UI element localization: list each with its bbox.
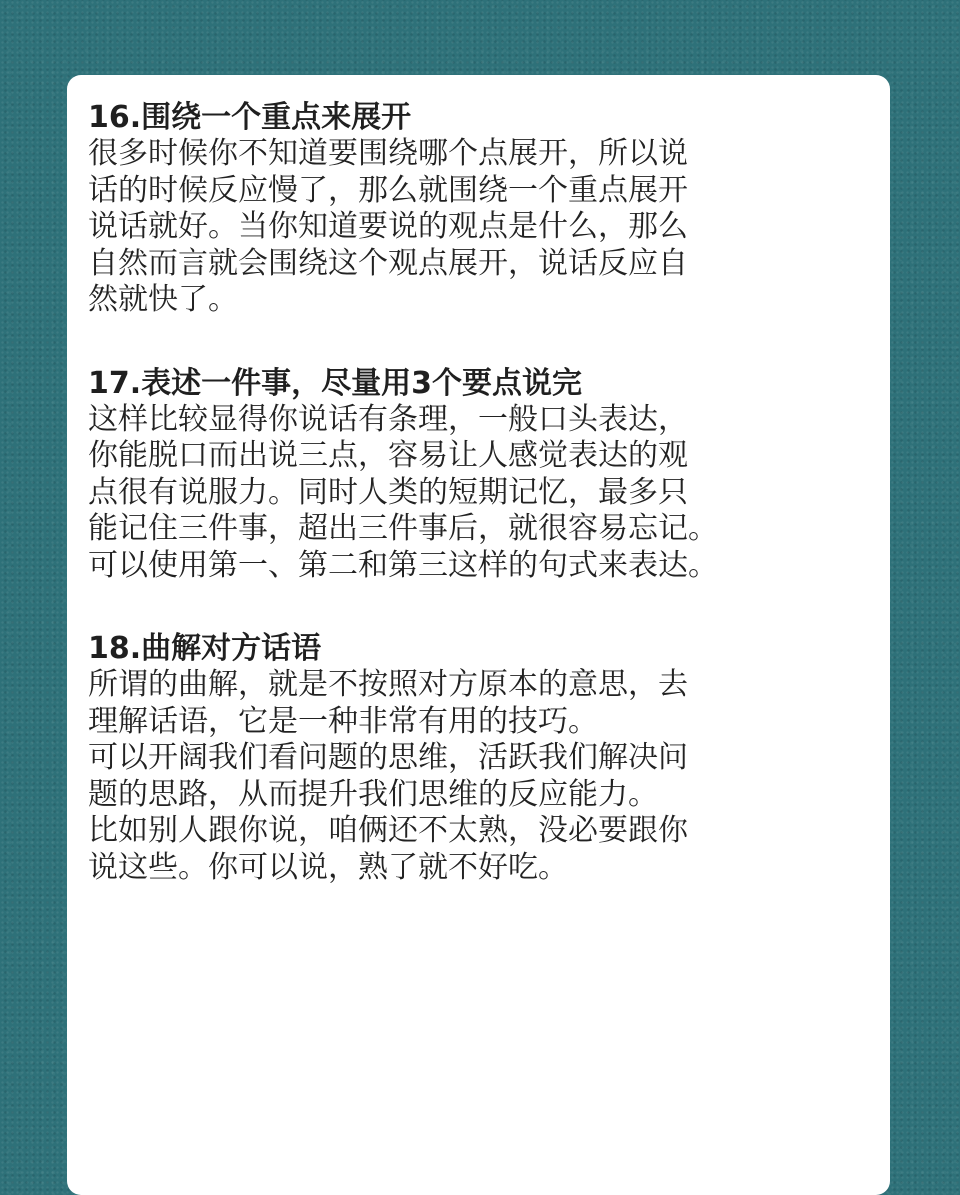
paragraph-line: 所谓的曲解，就是不按照对方原本的意思，去 <box>88 667 688 702</box>
section-heading: 16.围绕一个重点来展开 <box>88 100 412 135</box>
section-heading: 17.表述一件事，尽量用3个要点说完 <box>88 365 583 401</box>
section-paragraph <box>88 402 788 585</box>
section-paragraph <box>88 136 788 319</box>
section-heading: 18.曲解对方话语 <box>88 631 322 666</box>
paragraph-line: 你能脱口而出说三点，容易让人感觉表达的观 <box>88 438 688 473</box>
paragraph-line: 能记住三件事，超出三件事后，就很容易忘记。 <box>88 511 718 546</box>
section-paragraph <box>88 667 788 886</box>
paragraph-line: 理解话语，它是一种非常有用的技巧。 <box>88 703 598 739</box>
paragraph-line: 这样比较显得你说话有条理，一般口头表达， <box>88 401 688 437</box>
paragraph-line: 可以开阔我们看问题的思维，活跃我们解决问 <box>88 740 688 775</box>
paragraph-line: 点很有说服力。同时人类的短期记忆，最多只 <box>88 474 688 510</box>
paragraph-line: 然就快了。 <box>88 282 238 317</box>
paragraph-line: 很多时候你不知道要围绕哪个点展开，所以说 <box>88 136 688 171</box>
article-content <box>88 100 788 933</box>
paragraph-line: 比如别人跟你说，咱俩还不太熟，没必要跟你 <box>88 813 688 848</box>
paragraph-line: 说话就好。当你知道要说的观点是什么，那么 <box>88 209 688 244</box>
paragraph-line: 自然而言就会围绕这个观点展开，说话反应自 <box>88 245 688 281</box>
paragraph-line: 可以使用第一、第二和第三这样的句式来表达。 <box>88 547 718 583</box>
section-18 <box>88 631 788 886</box>
paragraph-line: 说这些。你可以说，熟了就不好吃。 <box>88 849 568 885</box>
paragraph-line: 题的思路，从而提升我们思维的反应能力。 <box>88 776 658 812</box>
section-17 <box>88 366 788 585</box>
paragraph-line: 话的时候反应慢了，那么就围绕一个重点展开 <box>88 172 688 208</box>
section-16 <box>88 100 788 319</box>
